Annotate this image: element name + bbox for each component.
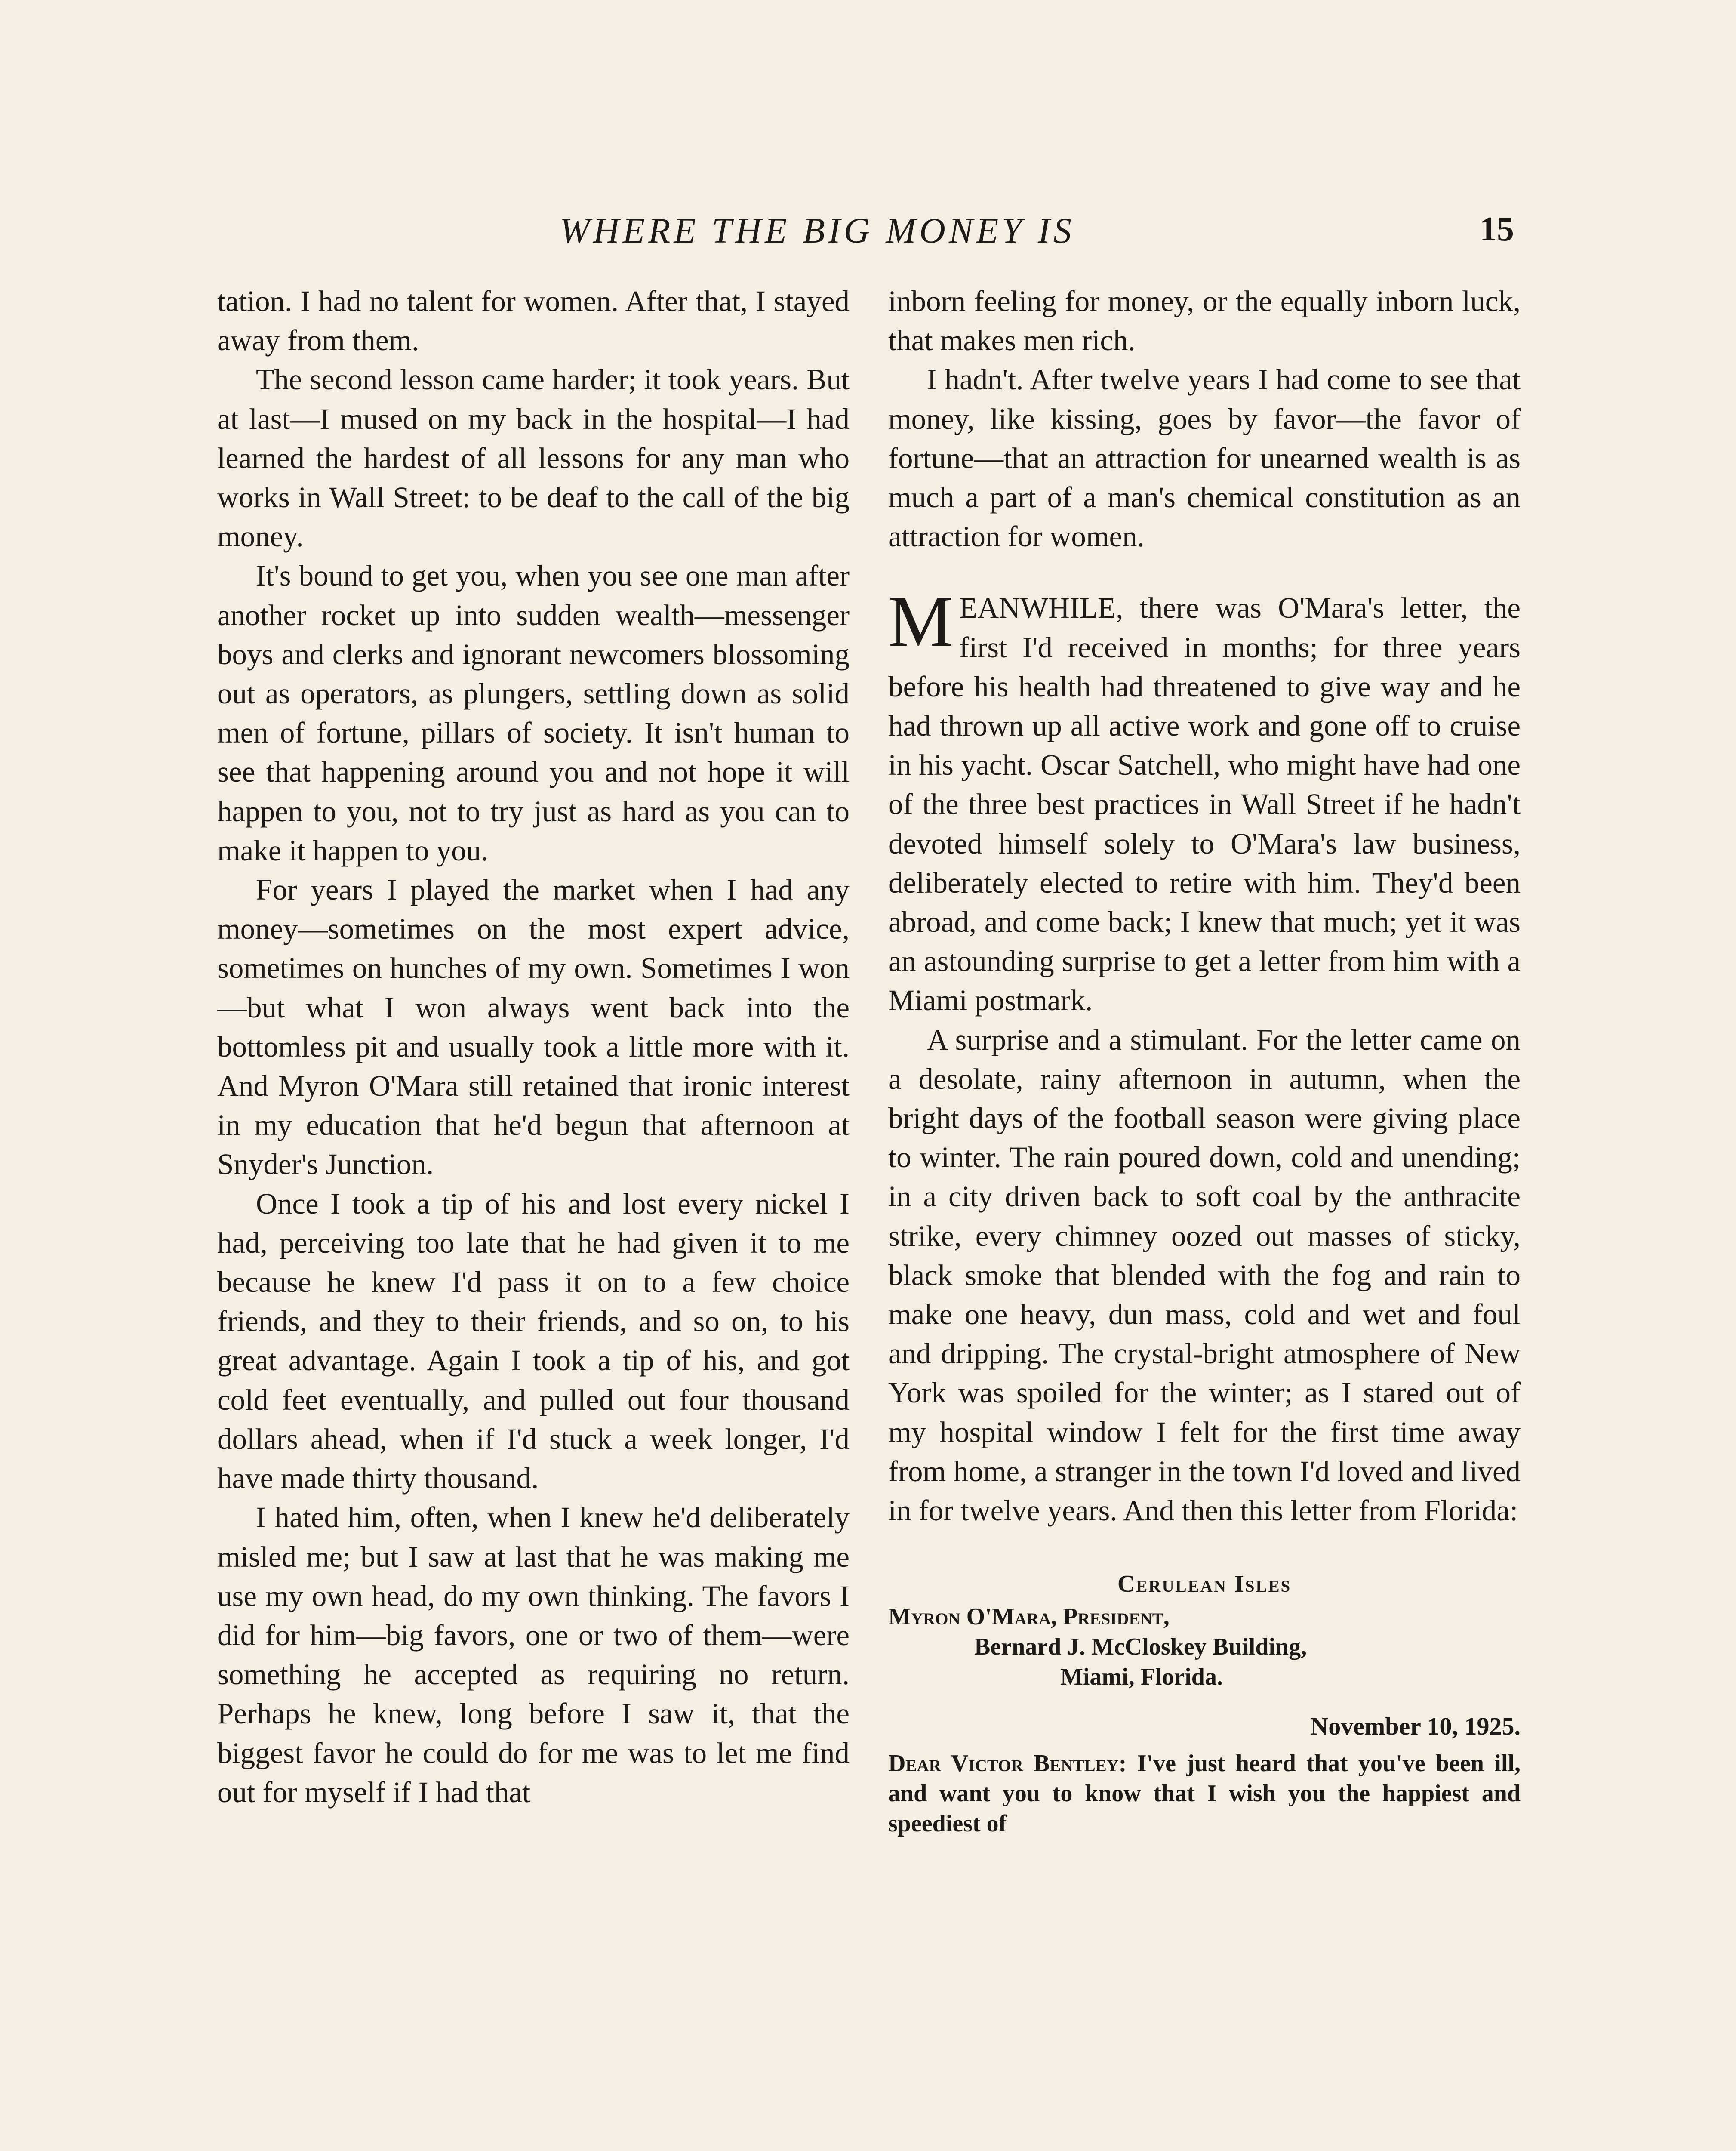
letterhead-city: Miami, Florida. (1060, 1664, 1223, 1691)
opening-text: there was O'Mara's letter, the first I'd received in months; for three years before his health had threatened to give way and he had thrown up all active work and gone off to cruise in his yacht. Oscar Satchell, who might have had one of the three best practices in Wall Street if he hadn't devoted himself solely to O'Mara's law business, deliberately elected to retire with him. They'd been abroad, and come back; I knew that much; yet it was an astounding surprise to get a letter from him with a Miami postmark. (888, 592, 1521, 1017)
paragraph: inborn feeling for money, or the equally inborn luck, that makes men rich. (888, 285, 1521, 357)
letter-salutation: Dear Victor Bentley: (888, 1750, 1127, 1777)
letterhead-company: Cerulean Isles (1117, 1571, 1292, 1598)
letter-text: I've just heard that you've been ill, and want you to know that I wish you the happiest and speediest of (888, 1750, 1521, 1837)
paragraph: A surprise and a stimulant. For the letter came on a desolate, rainy afternoon in autumn, when the bright days of the football season were giving place to winter. The rain poured down, cold and unending; in a city driven back to soft coal by the anthracite strike, every chimney oozed out masses of sticky, black smoke that blended with the fog and rain to make one heavy, dun mass, cold and wet and foul and dripping. The crystal-bright atmosphere of New York was spoiled for the winter; as I stared out of my hospital window I felt for the first time away from home, a stranger in the town I'd loved and lived in for twelve years. And then this letter from Florida: (888, 1023, 1521, 1527)
right-column (888, 282, 1521, 1839)
paragraph: I hadn't. After twelve years I had come to see that money, like kissing, goes by favor—the favor of fortune—that an attraction for unearned wealth is as much a part of a man's chemical constitution as an attraction for women. (888, 363, 1521, 553)
page-number: 15 (1480, 210, 1514, 248)
paragraph: It's bound to get you, when you see one man after another rocket up into sudden wealth—messenger boys and clerks and ignorant newcomers blossoming out as operators, as plungers, settling down as solid men of fortune, pillars of society. It isn't human to see that happening around you and not hope it will happen to you, not to try just as hard as you can to make it happen to you. (217, 559, 850, 867)
opening-caps: EANWHILE, (959, 592, 1123, 625)
letter (888, 1569, 1521, 1839)
paragraph: tation. I had no talent for women. After that, I stayed away from them. (217, 285, 850, 357)
letterhead-president: Myron O'Mara, President, (888, 1603, 1170, 1630)
running-title: WHERE THE BIG MONEY IS (560, 211, 1075, 251)
paragraph: For years I played the market when I had any money—sometimes on the most expert advice, sometimes on hunches of my own. Sometimes I won —but what I won always went back into the bottomless pit and usually took a little more with it. And Myron O'Mara still retained that ironic interest in my education that he'd begun that afternoon at Snyder's Junction. (217, 873, 850, 1181)
paragraph: I hated him, often, when I knew he'd deliberately misled me; but I saw at last that he was making me use my own head, do my own thinking. The favors I did for him—big favors, one or two of them—were something he accepted as requiring no return. Perhaps he knew, long before I saw it, that the biggest favor he could do for me was to let me find out for myself if I had that (217, 1501, 850, 1809)
section-opening-paragraph (888, 581, 1521, 1020)
page-header (215, 202, 1514, 258)
letter-body (888, 1748, 1521, 1839)
drop-cap: M (888, 581, 954, 662)
letter-date: November 10, 1925. (1310, 1712, 1521, 1741)
left-column (217, 282, 850, 1812)
letterhead-building: Bernard J. McCloskey Building, (974, 1633, 1307, 1661)
paragraph: Once I took a tip of his and lost every nickel I had, perceiving too late that he had given it to me because he knew I'd pass it on to a few choice friends, and they to their friends, and so on, to his great advantage. Again I took a tip of his, and got cold feet eventually, and pulled out four thousand dollars ahead, when if I'd stuck a week longer, I'd have made thirty thousand. (217, 1187, 850, 1495)
paragraph: The second lesson came harder; it took years. But at last—I mused on my back in the hospital—I had learned the hardest of all lessons for any man who works in Wall Street: to be deaf to the call of the big money. (217, 363, 850, 553)
